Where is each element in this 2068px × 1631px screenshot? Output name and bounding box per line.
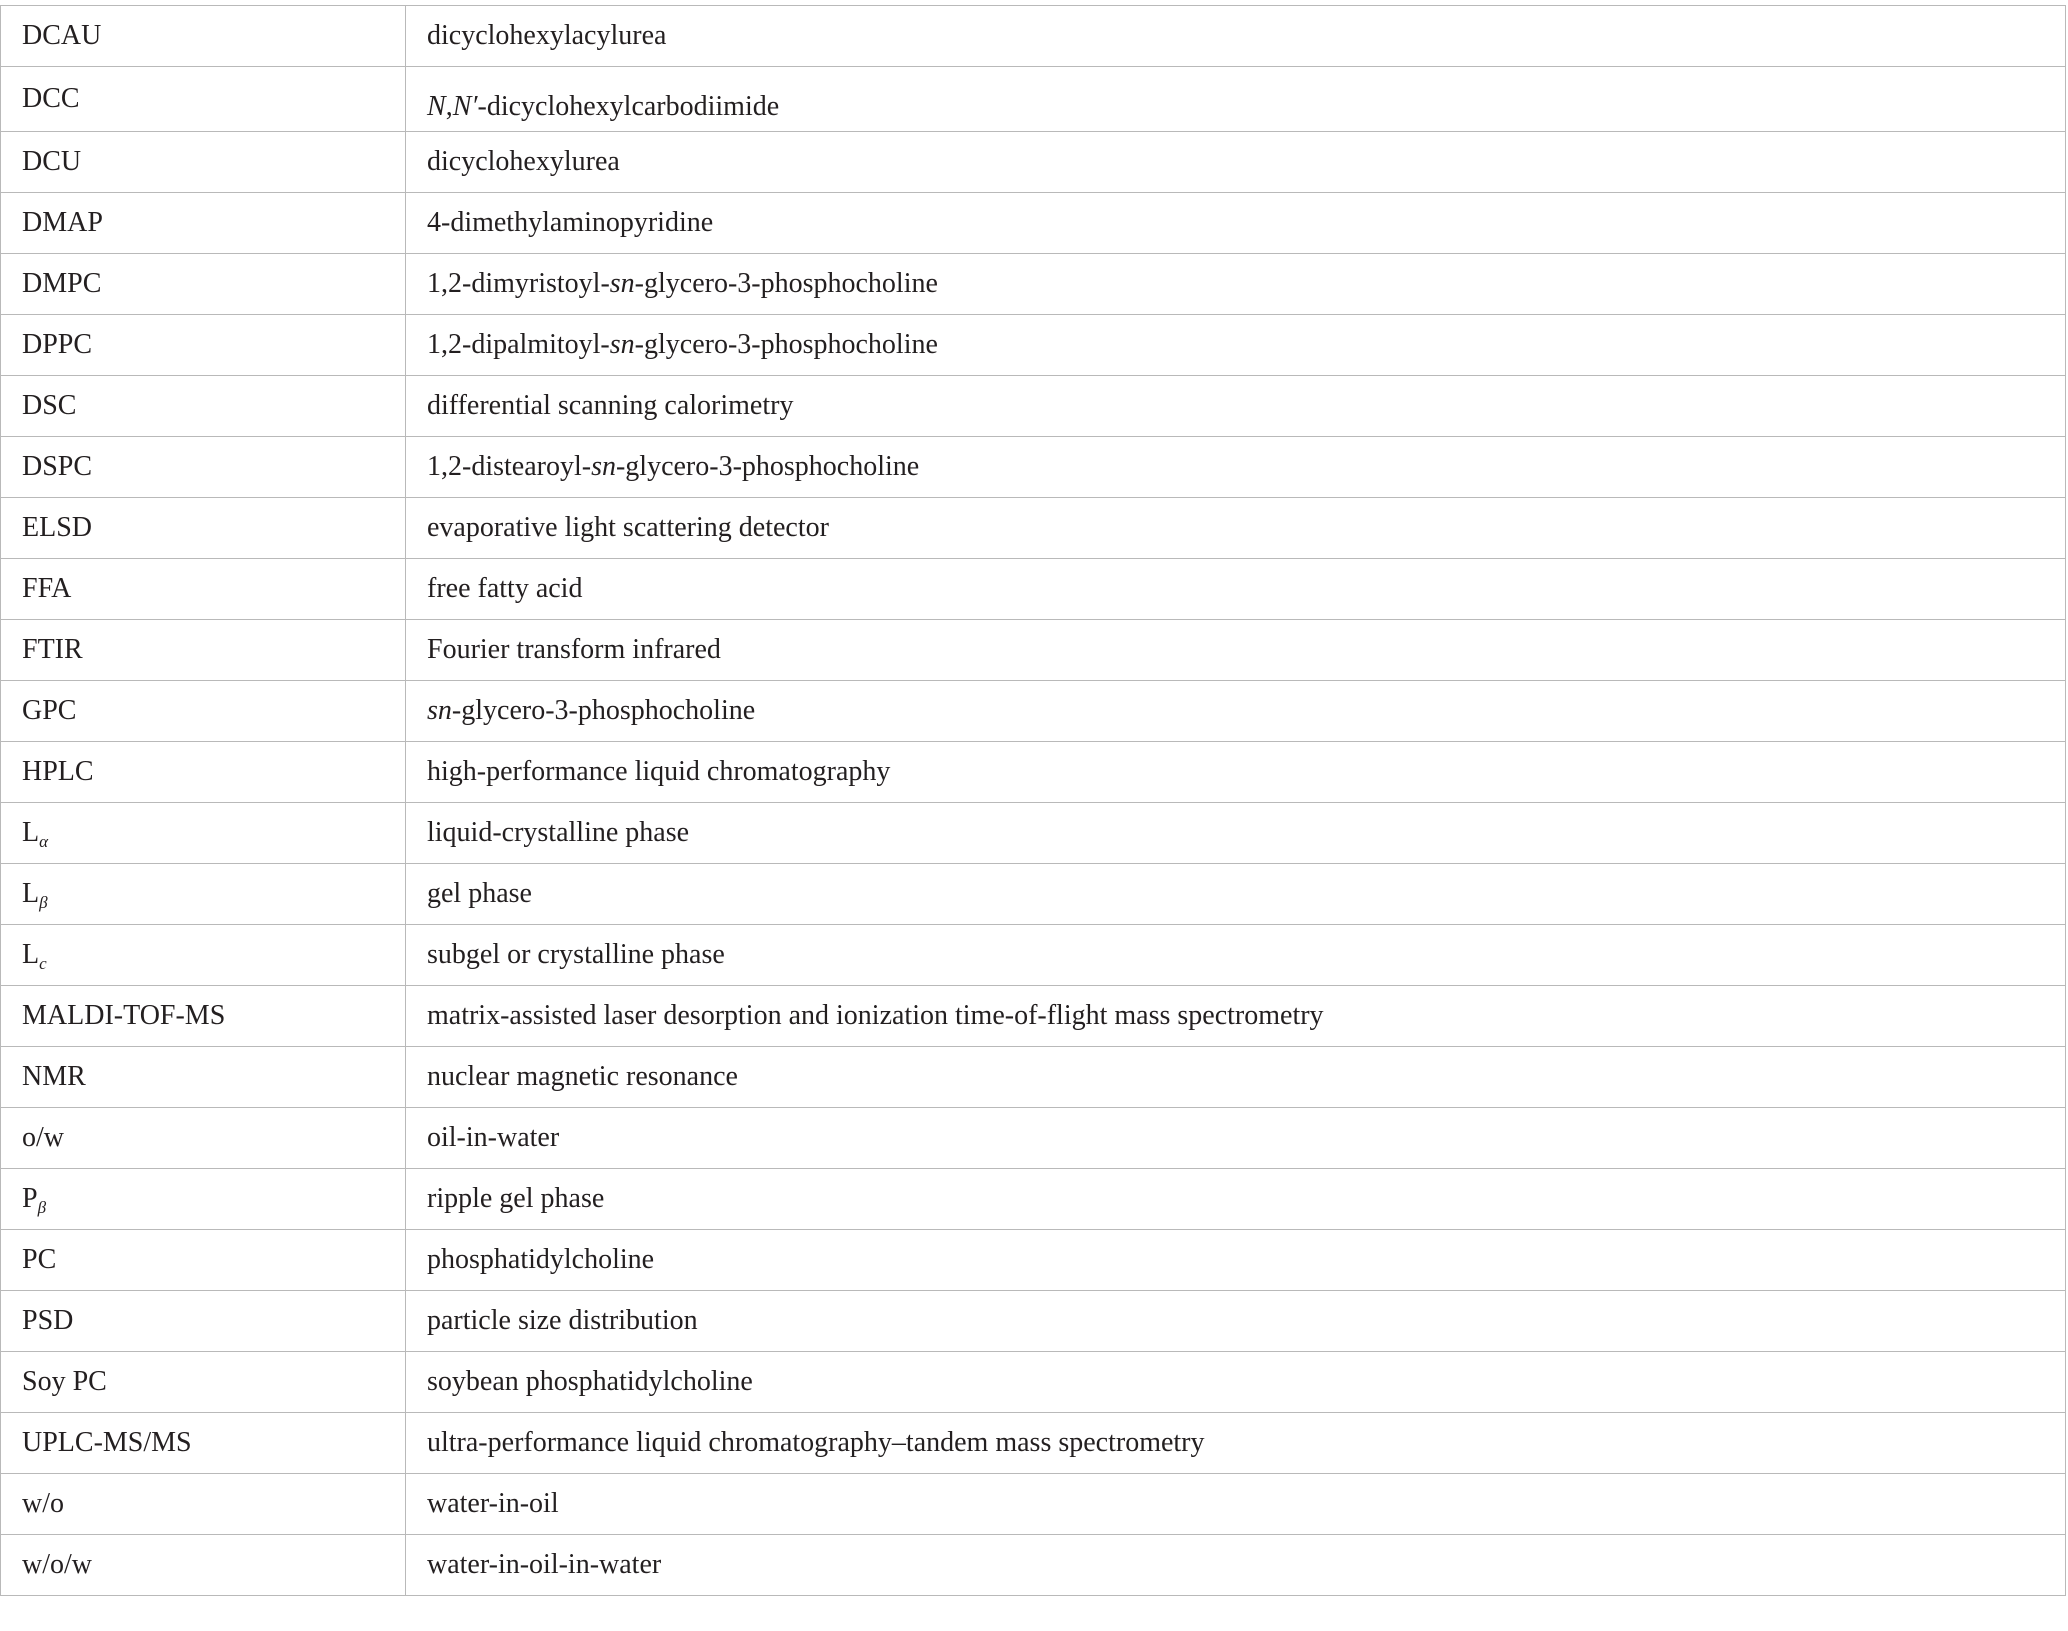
abbreviation-cell: DCU bbox=[1, 132, 406, 193]
table-row bbox=[1, 67, 2066, 132]
abbreviation-cell: MALDI-TOF-MS bbox=[1, 986, 406, 1047]
definition-cell: ultra-performance liquid chromatography–tandem mass spectrometry bbox=[406, 1413, 2066, 1474]
italic-text: sn bbox=[427, 695, 452, 726]
definition-cell: 4-dimethylaminopyridine bbox=[406, 193, 2066, 254]
definition-text bbox=[427, 91, 779, 122]
table-row bbox=[1, 1169, 2066, 1230]
abbreviations-table-container bbox=[0, 5, 2068, 1596]
abbreviation-cell: HPLC bbox=[1, 742, 406, 803]
definition-text: -dicyclohexylcarbodiimide bbox=[477, 91, 780, 122]
definition-cell: Fourier transform infrared bbox=[406, 620, 2066, 681]
definition-cell bbox=[406, 437, 2066, 498]
abbreviation-cell: w/o/w bbox=[1, 1535, 406, 1596]
definition-text: , bbox=[445, 91, 453, 122]
table-row bbox=[1, 376, 2066, 437]
abbreviation-cell bbox=[1, 925, 406, 986]
abbreviation-cell: w/o bbox=[1, 1474, 406, 1535]
abbreviation-cell: DMPC bbox=[1, 254, 406, 315]
abbreviation-text: L bbox=[22, 817, 40, 848]
definition-cell: water-in-oil bbox=[406, 1474, 2066, 1535]
table-row bbox=[1, 986, 2066, 1047]
italic-text: sn bbox=[609, 268, 635, 299]
abbreviation-cell: DSPC bbox=[1, 437, 406, 498]
table-row bbox=[1, 925, 2066, 986]
table-row bbox=[1, 193, 2066, 254]
abbreviation-cell: UPLC-MS/MS bbox=[1, 1413, 406, 1474]
table-row bbox=[1, 742, 2066, 803]
table-row bbox=[1, 1474, 2066, 1535]
abbreviations-table bbox=[0, 5, 2066, 1596]
definition-cell: high-performance liquid chromatography bbox=[406, 742, 2066, 803]
table-row bbox=[1, 1413, 2066, 1474]
definition-cell: evaporative light scattering detector bbox=[406, 498, 2066, 559]
abbreviation-cell: FFA bbox=[1, 559, 406, 620]
definition-text: -glycero-3-phosphocholine bbox=[634, 329, 938, 360]
definition-text: -glycero-3-phosphocholine bbox=[451, 695, 756, 726]
definition-cell: differential scanning calorimetry bbox=[406, 376, 2066, 437]
table-row bbox=[1, 1108, 2066, 1169]
table-row bbox=[1, 1291, 2066, 1352]
abbreviation-cell: DSC bbox=[1, 376, 406, 437]
definition-cell: dicyclohexylurea bbox=[406, 132, 2066, 193]
table-row bbox=[1, 559, 2066, 620]
italic-text: sn bbox=[609, 329, 635, 360]
abbreviation-cell bbox=[1, 864, 406, 925]
subscript-text: c bbox=[39, 954, 47, 973]
definition-text: -glycero-3-phosphocholine bbox=[634, 268, 938, 299]
subscript-text: β bbox=[37, 1198, 47, 1217]
definition-text: 1,2-dipalmitoyl- bbox=[427, 329, 610, 360]
definition-cell: nuclear magnetic resonance bbox=[406, 1047, 2066, 1108]
abbreviation-cell bbox=[1, 803, 406, 864]
subscript-text: α bbox=[39, 832, 49, 851]
definition-cell: gel phase bbox=[406, 864, 2066, 925]
definition-cell: free fatty acid bbox=[406, 559, 2066, 620]
definition-cell bbox=[406, 254, 2066, 315]
table-row bbox=[1, 620, 2066, 681]
definition-cell bbox=[406, 67, 2066, 132]
abbreviation-cell: NMR bbox=[1, 1047, 406, 1108]
table-row bbox=[1, 1047, 2066, 1108]
table-row bbox=[1, 437, 2066, 498]
definition-cell: matrix-assisted laser desorption and ionization time-of-flight mass spectrometry bbox=[406, 986, 2066, 1047]
table-row bbox=[1, 864, 2066, 925]
abbreviation-cell: ELSD bbox=[1, 498, 406, 559]
abbreviation-cell: Soy PC bbox=[1, 1352, 406, 1413]
definition-cell: phosphatidylcholine bbox=[406, 1230, 2066, 1291]
definition-cell: ripple gel phase bbox=[406, 1169, 2066, 1230]
table-row bbox=[1, 6, 2066, 67]
table-row bbox=[1, 315, 2066, 376]
table-row bbox=[1, 1352, 2066, 1413]
definition-cell: soybean phosphatidylcholine bbox=[406, 1352, 2066, 1413]
abbreviation-cell: DPPC bbox=[1, 315, 406, 376]
table-row bbox=[1, 1230, 2066, 1291]
definition-text: -glycero-3-phosphocholine bbox=[615, 451, 920, 482]
abbreviation-text: L bbox=[22, 878, 40, 909]
abbreviation-text: P bbox=[22, 1183, 38, 1214]
definition-cell: subgel or crystalline phase bbox=[406, 925, 2066, 986]
table-row bbox=[1, 1535, 2066, 1596]
definition-text: 1,2-distearoyl- bbox=[427, 451, 592, 482]
subscript-text: β bbox=[39, 893, 48, 912]
abbreviation-cell: PC bbox=[1, 1230, 406, 1291]
definition-text: 1,2-dimyristoyl- bbox=[427, 268, 610, 299]
table-row bbox=[1, 681, 2066, 742]
definition-cell: liquid-crystalline phase bbox=[406, 803, 2066, 864]
table-row bbox=[1, 498, 2066, 559]
abbreviation-cell bbox=[1, 1169, 406, 1230]
abbreviation-cell: GPC bbox=[1, 681, 406, 742]
abbreviation-cell: PSD bbox=[1, 1291, 406, 1352]
abbreviation-cell: DMAP bbox=[1, 193, 406, 254]
definition-cell: particle size distribution bbox=[406, 1291, 2066, 1352]
definition-cell bbox=[406, 681, 2066, 742]
definition-cell: oil-in-water bbox=[406, 1108, 2066, 1169]
italic-text: N′ bbox=[452, 91, 478, 122]
table-row bbox=[1, 803, 2066, 864]
table-row bbox=[1, 254, 2066, 315]
table-row bbox=[1, 132, 2066, 193]
definition-cell bbox=[406, 315, 2066, 376]
abbreviation-text: L bbox=[22, 939, 40, 970]
abbreviation-cell: o/w bbox=[1, 1108, 406, 1169]
abbreviation-cell: DCC bbox=[1, 67, 406, 132]
abbreviation-cell: FTIR bbox=[1, 620, 406, 681]
italic-text: sn bbox=[591, 451, 616, 482]
definition-cell: water-in-oil-in-water bbox=[406, 1535, 2066, 1596]
definition-cell: dicyclohexylacylurea bbox=[406, 6, 2066, 67]
abbreviation-cell: DCAU bbox=[1, 6, 406, 67]
italic-text: N bbox=[427, 91, 446, 122]
